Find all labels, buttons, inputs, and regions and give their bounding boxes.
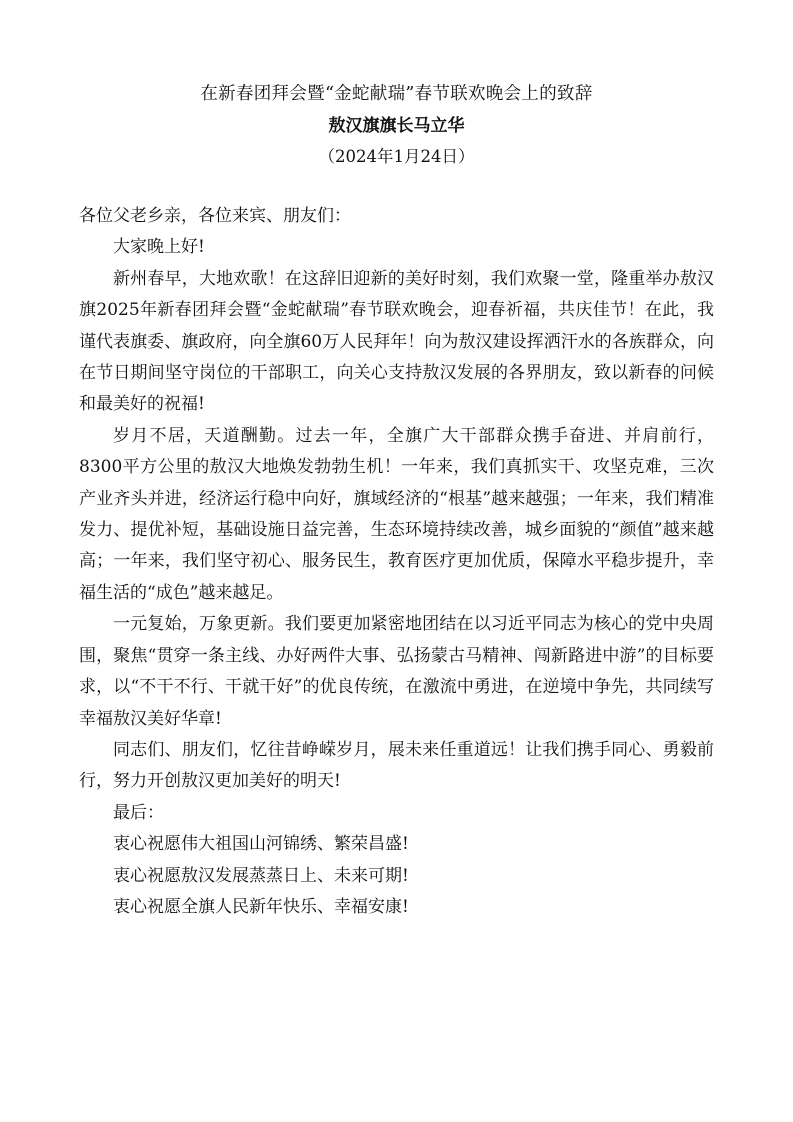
wish-2: 衷心祝愿敖汉发展蒸蒸日上、未来可期! (113, 865, 409, 886)
paragraph-3: 一元复始，万象更新。我们要更加紧密地团结在以习近平同志为核心的党中央周围，聚焦“贯穿一条主线、办好两件大事、弘扬蒙古马精神、闯新路进中游”的目标要求，以“不干不行、干就干好”的优良传统，在激流中勇进，在逆境中争先，共同续写幸福敖汉美好华章! (79, 614, 714, 729)
speech-title: 在新春团拜会暨“金蛇献瑞”春节联欢晚会上的致辞 (200, 84, 593, 104)
wish-3: 衷心祝愿全旗人民新年快乐、幸福安康! (113, 896, 409, 917)
paragraph-2: 岁月不居，天道酬勤。过去一年，全旗广大干部群众携手奋进、并肩前行，8300平方公里的敖汉大地焕发勃勃生机！一年来，我们真抓实干、攻坚克难，三次产业齐头并进，经济运行稳中向好，旗域经济的“根基”越来越强；一年来，我们精准发力、提优补短，基础设施日益完善，生态环境持续改善，城乡面貌的“颜值”越来越高；一年来，我们坚守初心、服务民生，教育医疗更加优质，保障水平稳步提升，幸福生活的“成色”越来越足。 (79, 425, 714, 603)
closing-label: 最后： (113, 802, 164, 823)
paragraph-4: 同志们、朋友们，忆往昔峥嵘岁月，展未来任重道远！让我们携手同心、勇毅前行，努力开创敖汉更加美好的明天! (79, 739, 714, 792)
speech-body (79, 201, 714, 923)
salutation: 各位父老乡亲，各位来宾、朋友们： (79, 206, 351, 226)
speech-author: 敖汉旗旗长马立华 (328, 116, 465, 136)
greeting: 大家晚上好! (113, 237, 205, 258)
wish-1: 衷心祝愿伟大祖国山河锦绣、繁荣昌盛! (113, 834, 409, 855)
speech-date: （2024年1月24日） (318, 147, 475, 166)
paragraph-1: 新州春早，大地欢歌！在这辞旧迎新的美好时刻，我们欢聚一堂，隆重举办敖汉旗2025年新春团拜会暨“金蛇献瑞”春节联欢晚会，迎春祈福，共庆佳节！在此，我谨代表旗委、旗政府，向全旗60万人民拜年！向为敖汉建设挥洒汗水的各族群众，向在节日期间坚守岗位的干部职工，向关心支持敖汉发展的各界朋友，致以新春的问候和最美好的祝福! (79, 268, 714, 415)
